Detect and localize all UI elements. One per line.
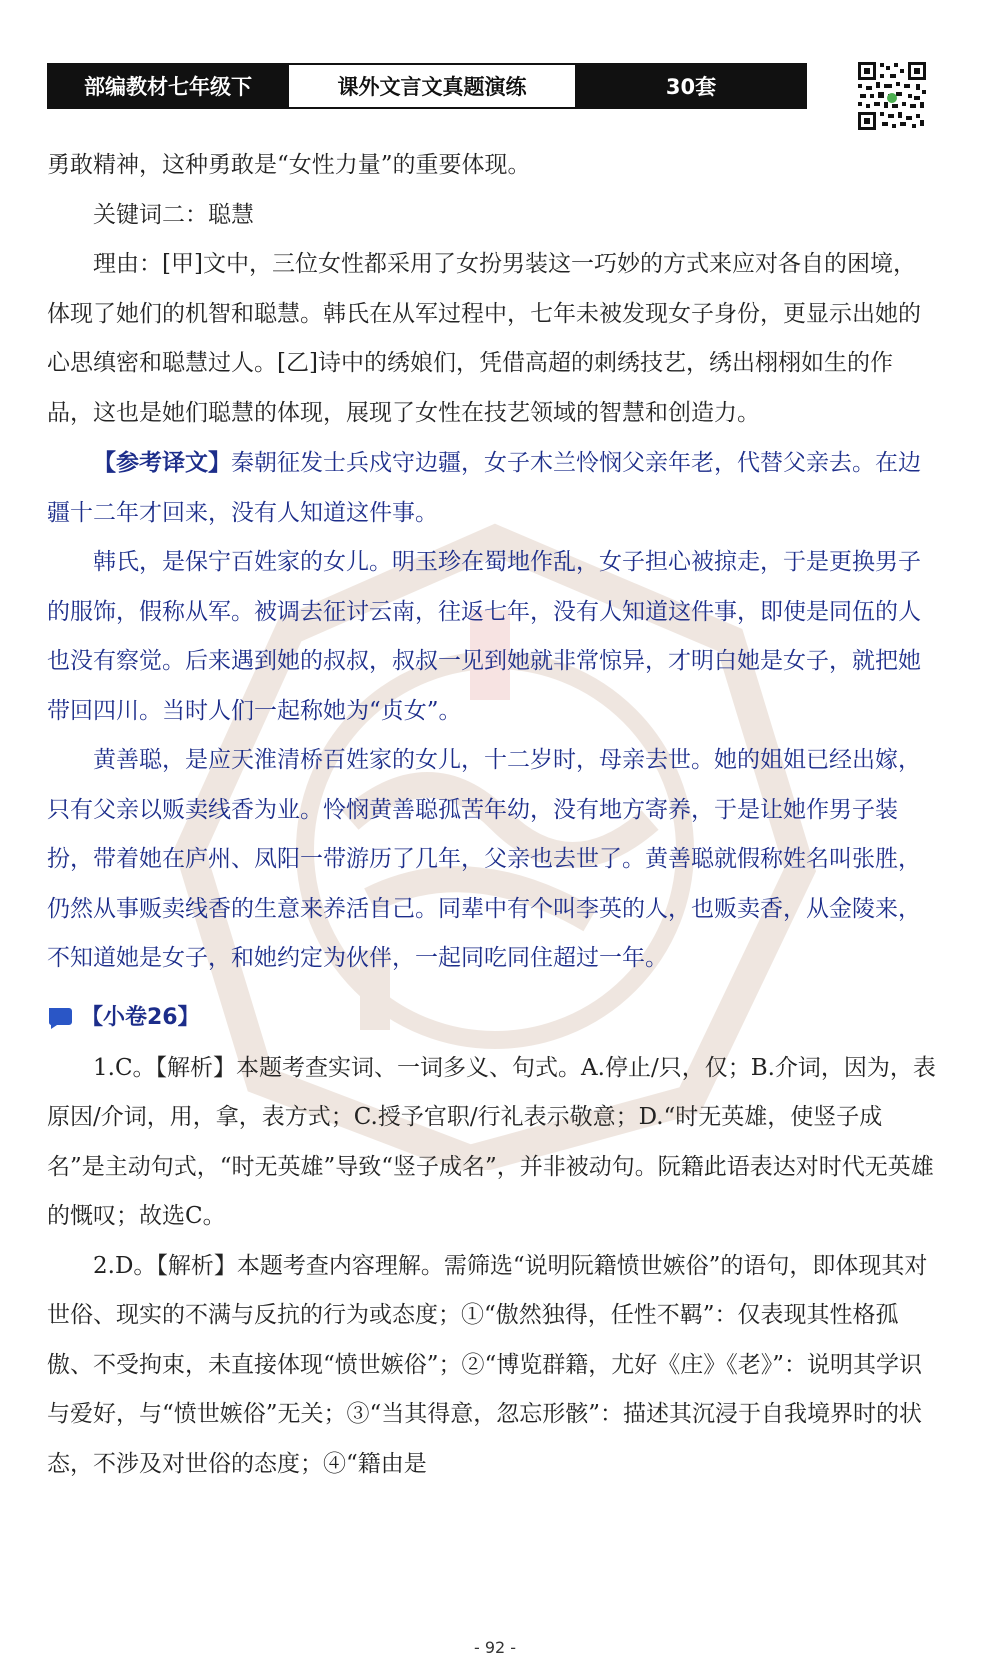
translation-paragraph-2: 韩氏，是保宁百姓家的女儿。明玉珍在蜀地作乱，女子担心被掠走，于是更换男子的服饰，假称从军。被调去征讨云南，往返七年，没有人知道这件事，即使是同伍的人也没有察觉。后来遇到她的叔叔，叔叔一见到她就非常惊异，才明白她是女子，就把她带回四川。当时人们一起称她为“贞女”。 (47, 549, 921, 724)
paragraph-courage: 勇敢精神，这种勇敢是“女性力量”的重要体现。 (47, 152, 531, 178)
answer-1: 1.C。【解析】本题考查实词、一词多义、句式。A.停止/只，仅；B.介词，因为，表原因/介词，用，拿，表方式；C.授予官职/行礼表示敬意；D.“时无英雄，使竖子成名”是主动句式，“时无英雄”导致“竖子成名”，并非被动句。阮籍此语表达对时代无英雄的慨叹；故选C。 (47, 1054, 936, 1229)
page-number: - 92 - (473, 1638, 517, 1657)
header-title: 课外文言文真题演练 (287, 65, 577, 107)
section-title (47, 992, 937, 1044)
qr-code-icon[interactable] (856, 60, 928, 132)
header-textbook: 部编教材七年级下 (49, 65, 287, 107)
paragraph-reason: 理由：[甲]文中，三位女性都采用了女扮男装这一巧妙的方式来应对各自的困境，体现了她们的机智和聪慧。韩氏在从军过程中，七年未被发现女子身份，更显示出她的心思缜密和聪慧过人。[乙]诗中的绣娘们，凭借高超的刺绣技艺，绣出栩栩如生的作品，这也是她们聪慧的体现，展现了女性在技艺领域的智慧和创造力。 (47, 251, 921, 426)
page-content (47, 141, 937, 1489)
keyword-two: 关键词二：聪慧 (93, 201, 254, 228)
header-set-count: 30套 (577, 65, 805, 107)
translation-text-1: 秦朝征发士兵戍守边疆，女子木兰怜悯父亲年老，代替父亲去。在边疆十二年才回来，没有人知道这件事。 (47, 450, 921, 526)
page-header (47, 63, 807, 109)
section-title-text: 【小卷26】 (81, 1004, 200, 1030)
answer-2: 2.D。【解析】本题考查内容理解。需筛选“说明阮籍愤世嫉俗”的语句，即体现其对世俗、现实的不满与反抗的行为或态度；①“傲然独得，任性不羁”：仅表现其性格孤傲、不受拘束，未直接体现“愤世嫉俗”；②“博览群籍，尤好《庄》《老》”：说明其学识与爱好，与“愤世嫉俗”无关；③“当其得意，忽忘形骸”：描述其沉浸于自我境界时的状态，不涉及对世俗的态度；④“籍由是 (47, 1252, 928, 1477)
translation-label: 【参考译文】 (93, 449, 231, 476)
translation-paragraph-1 (47, 438, 937, 538)
bookmark-icon (47, 1006, 75, 1030)
translation-paragraph-3: 黄善聪，是应天淮清桥百姓家的女儿，十二岁时，母亲去世。她的姐姐已经出嫁，只有父亲以贩卖线香为业。怜悯黄善聪孤苦年幼，没有地方寄养，于是让她作男子装扮，带着她在庐州、凤阳一带游历了几年，父亲也去世了。黄善聪就假称姓名叫张胜，仍然从事贩卖线香的生意来养活自己。同辈中有个叫李英的人，也贩卖香，从金陵来，不知道她是女子，和她约定为伙伴，一起同吃同住超过一年。 (47, 747, 921, 971)
